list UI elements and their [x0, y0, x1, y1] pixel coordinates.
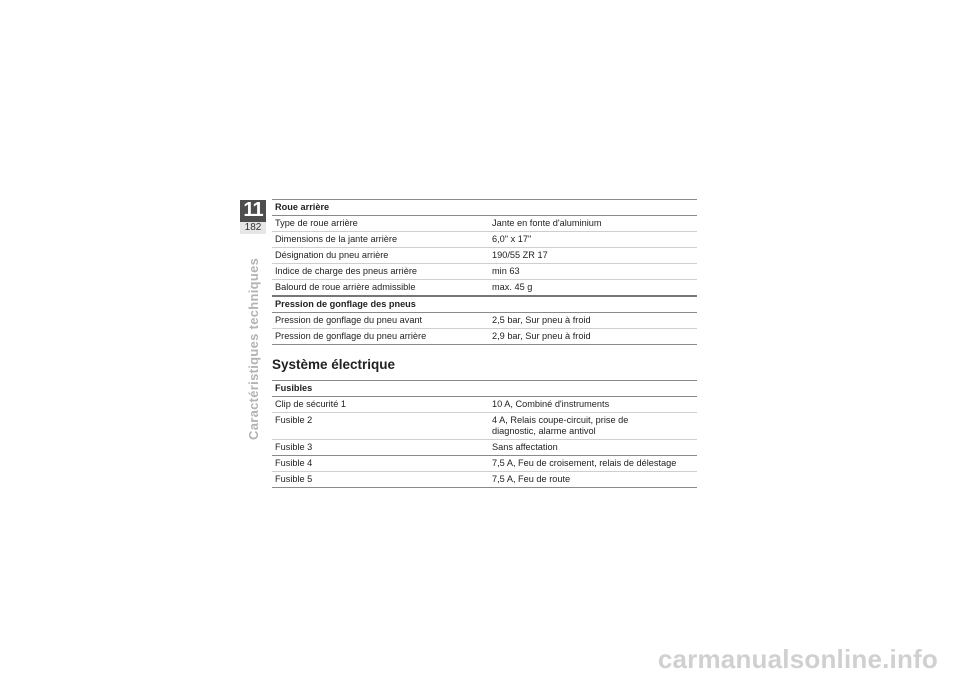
- row-value: Sans affectation: [489, 440, 697, 456]
- table-row: [272, 456, 697, 472]
- chapter-number: 11: [243, 199, 263, 221]
- row-label: Type de roue arrière: [272, 216, 489, 232]
- table-heading-row: [272, 200, 697, 216]
- table-row: [272, 280, 697, 297]
- row-label: Fusible 5: [272, 472, 489, 488]
- page-content: [272, 199, 697, 488]
- row-label: Fusible 2: [272, 413, 489, 440]
- row-value: 6,0" x 17": [489, 232, 697, 248]
- row-label: Clip de sécurité 1: [272, 397, 489, 413]
- row-label: Désignation du pneu arrière: [272, 248, 489, 264]
- row-label: Pression de gonflage du pneu avant: [272, 313, 489, 329]
- table-row: [272, 264, 697, 280]
- page-number: 182: [240, 222, 266, 234]
- row-value: 7,5 A, Feu de route: [489, 472, 697, 488]
- chapter-title-vertical: Caractéristiques techniques: [246, 257, 261, 440]
- fuses-heading: Fusibles: [272, 381, 697, 397]
- row-value: Jante en fonte d'aluminium: [489, 216, 697, 232]
- row-label: Fusible 3: [272, 440, 489, 456]
- row-label: Balourd de roue arrière admissible: [272, 280, 489, 297]
- row-value: 4 A, Relais coupe-circuit, prise de diagnostic, alarme antivol: [489, 413, 697, 440]
- row-label: Fusible 4: [272, 456, 489, 472]
- row-label: Pression de gonflage du pneu arrière: [272, 329, 489, 345]
- row-value: 7,5 A, Feu de croisement, relais de délestage: [489, 456, 697, 472]
- table-heading-row: [272, 381, 697, 397]
- chapter-badge: [240, 200, 266, 234]
- row-value: max. 45 g: [489, 280, 697, 297]
- table-row: [272, 216, 697, 232]
- tire-pressure-heading: Pression de gonflage des pneus: [272, 296, 697, 313]
- row-value: 190/55 ZR 17: [489, 248, 697, 264]
- table-row: [272, 329, 697, 345]
- rear-wheel-table: [272, 199, 697, 345]
- section-title: Système électrique: [272, 357, 396, 372]
- table-row: [272, 397, 697, 413]
- table-row: [272, 313, 697, 329]
- table-row: [272, 472, 697, 488]
- fuses-table: [272, 380, 697, 488]
- table-row: [272, 248, 697, 264]
- table-row: [272, 413, 697, 440]
- row-label: Dimensions de la jante arrière: [272, 232, 489, 248]
- row-label: Indice de charge des pneus arrière: [272, 264, 489, 280]
- table-row: [272, 440, 697, 456]
- watermark: carmanualsonline.info: [657, 644, 938, 674]
- row-value: 2,9 bar, Sur pneu à froid: [489, 329, 697, 345]
- rear-wheel-heading: Roue arrière: [272, 200, 697, 216]
- row-value: 10 A, Combiné d'instruments: [489, 397, 697, 413]
- row-value: 2,5 bar, Sur pneu à froid: [489, 313, 697, 329]
- table-heading-row: [272, 296, 697, 313]
- row-value: min 63: [489, 264, 697, 280]
- table-row: [272, 232, 697, 248]
